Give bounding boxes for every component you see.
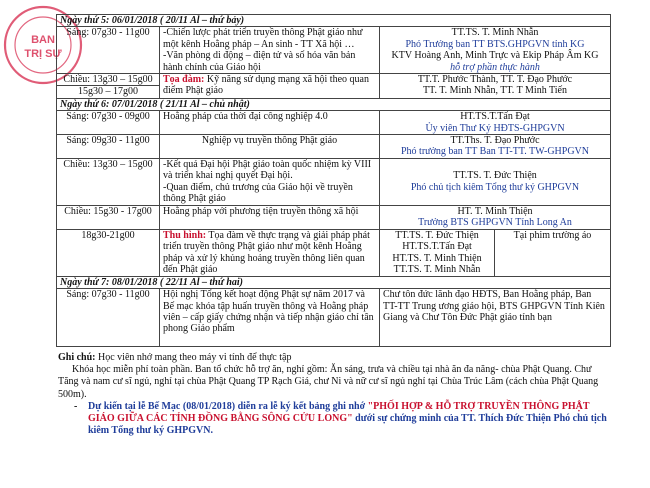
seal-text-bottom: TRỊ SỰ (24, 48, 62, 60)
speaker-title: Phó trưởng ban TT Ban TT-TT. TW-GHPGVN (400, 146, 590, 158)
content-text: Tọa đàm về thực trạng và giải pháp phát triển truyền thông Phật giáo như một kênh Hoằng pháp và xử lý khủng hoảng truyền thông liên quan đến Phật giáo (163, 229, 370, 275)
speaker-name: TT.TS. T. Đức Thiện (453, 170, 537, 182)
day-header: Ngày thứ 5: 06/01/2018 ( 20/11 Al – thứ bảy) (57, 15, 611, 27)
announcement-text: dưới sự chứng minh của TT. Thích Đức Thiện Phó chủ tịch kiêm Tổng thư ký GHPGVN. (88, 413, 607, 437)
table-row (57, 229, 611, 276)
speaker-title: Phó Trưởng ban TT BTS.GHPGVN tỉnh KG (405, 38, 585, 50)
speaker-support-note: hỗ trợ phần thực hành (450, 61, 540, 73)
speaker-name: TT.TS. T. Minh Nhẫn (393, 263, 481, 275)
speaker-name: TT.Ths. T. Đạo Phước (450, 135, 540, 147)
day2-header-row (57, 98, 611, 110)
speaker-name: HT.TS. T. Minh Thiện (392, 252, 482, 264)
content-label: Tọa đàm: (163, 74, 205, 86)
session-content: Hoằng pháp của thời đại công nghiệp 4.0 (160, 111, 380, 135)
session-time: Sáng: 07g30 - 09g00 (57, 111, 160, 135)
speaker-name: TT.TS. T. Minh Nhẫn (451, 27, 539, 39)
session-content (160, 27, 380, 74)
closing-announcement (74, 401, 610, 438)
session-speaker: Chư tôn đức lãnh đạo HĐTS, Ban Hoằng pháp, Ban TT-TT Trung ương giáo hội, BTS GHPGVN Tỉnh Kiên Giang và Chư Tôn Đức Phật giáo tỉnh bạn (380, 289, 611, 347)
session-time: Sáng: 07g30 - 11g00 (57, 27, 160, 74)
table-row (57, 74, 611, 86)
table-row (57, 289, 611, 347)
speaker-name: TT.TS. T. Đức Thiện (395, 229, 479, 241)
session-time: Sáng: 09g30 - 11g00 (57, 135, 160, 159)
table-row (57, 158, 611, 205)
day1-header-row (57, 15, 611, 27)
speaker-support: KTV Hoàng Anh, Minh Trực và Ekip Pháp Âm KG (391, 50, 599, 62)
session-time: Chiều: 13g30 – 15g00 (57, 158, 160, 205)
speaker-name: TT. T. Minh Nhẫn, TT. T Minh Tiến (423, 85, 567, 97)
session-speaker (380, 135, 611, 159)
notes-paragraph: Khóa học miễn phí toàn phần. Ban tổ chức hỗ trợ ăn, nghỉ gồm: Ăn sáng, trưa và chiều tại nhà ăn đa năng- chùa Phật Quang. Chư Tăng và nam cư sĩ ngủ, nghỉ tại chùa Phật Quang TP Rạch Giá, chư Ni và nữ cư sĩ ngủ nghỉ tại Chùa Trúc Lâm (cách chùa Phật Quang 500m). (58, 364, 599, 400)
session-speaker (380, 158, 611, 205)
seal-text-top: BAN (31, 34, 55, 46)
session-speaker (380, 74, 611, 99)
content-line: -Kết quả Đại hội Phật giáo toàn quốc nhiệm kỳ VIII và triển khai nghị quyết Đại hội. (163, 158, 372, 182)
content-line: -Quan điểm, chủ trương của Giáo hội về truyền thông Phật giáo (163, 181, 353, 205)
session-content: Hội nghị Tổng kết hoạt động Phật sự năm 2017 và Bế mạc khóa tập huấn truyền thông và Hoằng pháp viên – cấp giấy chứng nhận và tiếp nhận giáo chỉ tân phong Giảo phẩm (160, 289, 380, 347)
table-row (57, 205, 611, 229)
session-time: 15g30 – 17g00 (57, 86, 160, 98)
session-time: Sáng: 07g30 - 11g00 (57, 289, 160, 347)
session-speaker (380, 229, 495, 276)
session-speaker (380, 205, 611, 229)
session-time: Chiều: 15g30 - 17g00 (57, 205, 160, 229)
content-line: -Văn phòng di động – điện tử và số hóa văn bản hành chính của Giáo hội (163, 50, 356, 73)
session-speaker (380, 111, 611, 135)
content-label: Thu hình: (163, 229, 207, 241)
speaker-name: HT.TS.T.Tấn Đạt (402, 241, 472, 253)
session-content: Nghiệp vụ truyền thông Phật giáo (160, 135, 380, 159)
speaker-name: TT.T. Phước Thành, TT. T. Đạo Phước (417, 74, 573, 86)
day-header: Ngày thứ 6: 07/01/2018 ( 21/11 Al – chủ nhật) (57, 98, 611, 110)
speaker-title: Trưởng BTS GHPGVN Tỉnh Long An (418, 217, 572, 229)
session-content (160, 229, 380, 276)
announcement-text: Dự kiến tại lễ Bế Mạc (08/01/2018) diễn ra lễ ký kết bảng ghi nhớ (88, 400, 368, 412)
session-location: Tại phim trường áo (495, 229, 611, 276)
notes-line: Học viên nhớ mang theo máy vi tính để thực tập (95, 352, 292, 363)
session-content (160, 74, 380, 99)
announcement-highlight: "PHỐI HỢP & HỖ TRỢ TRUYỀN THÔNG PHẬT GIÁO GIỮA CÁC TỈNH ĐỒNG BẰNG SÔNG CỬU LONG" (88, 400, 590, 425)
content-line: -Chiến lược phát triển truyền thông Phật giáo như một kênh Hoằng pháp – An sinh - TT Xã hội … (163, 27, 363, 50)
session-content: Hoằng pháp với phương tiện truyền thông xã hội (160, 205, 380, 229)
notes-label: Ghi chú: (58, 352, 96, 363)
notes-section (58, 352, 610, 437)
table-row (57, 27, 611, 74)
speaker-name: HT. T. Minh Thiện (457, 205, 533, 217)
bullet-dash: - (74, 400, 78, 412)
content-text: Kỹ năng sử dụng mạng xã hội theo quan điểm Phật giáo (163, 74, 369, 97)
speaker-title: Ủy viên Thư Ký HĐTS-GHPGVN (425, 122, 565, 134)
day3-header-row (57, 276, 611, 288)
table-row (57, 111, 611, 135)
table-row (57, 135, 611, 159)
schedule-table (56, 14, 611, 347)
session-time: Chiều: 13g30 – 15g00 (57, 74, 160, 86)
day-header: Ngày thứ 7: 08/01/2018 ( 22/11 Al – thứ hai) (57, 276, 611, 288)
speaker-title: Phó chủ tịch kiêm Tổng thư ký GHPGVN (410, 181, 580, 193)
session-content (160, 158, 380, 205)
session-time: 18g30-21g00 (57, 229, 160, 276)
session-speaker (380, 27, 611, 74)
speaker-name: HT.TS.T.Tấn Đạt (460, 111, 530, 123)
